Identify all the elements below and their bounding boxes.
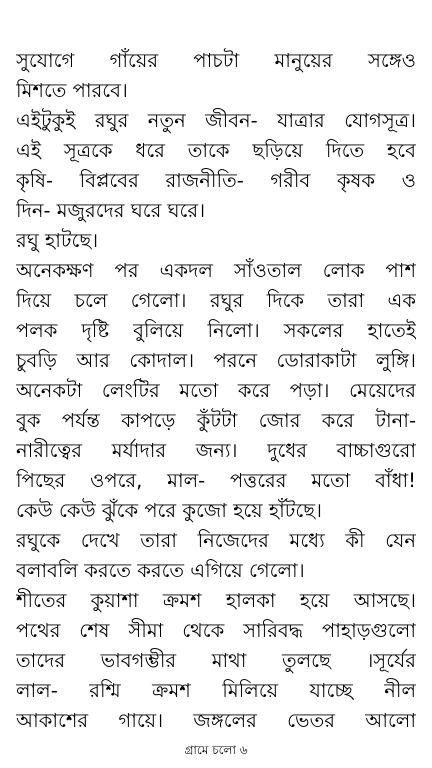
text-line: শীতের কুয়াশা ক্রমশ হালকা হয়ে আসছে।: [16, 589, 416, 612]
text-line: এইটুকুই রঘুর নতুন জীবন- যাত্রার যোগসূত্র।: [16, 109, 416, 132]
text-line: তাদের ভাবগম্ভীর মাথা তুলছে ।সূর্যের: [16, 649, 416, 672]
text-line: দিয়ে চলে গেলো। রঘুর দিকে তারা এক: [16, 289, 416, 312]
text-line: এই সূত্রকে ধরে তাকে ছড়িয়ে দিতে হবে: [16, 139, 416, 162]
text-line: পথের শেষ সীমা থেকে সারিবদ্ধ পাহাড়গুলো: [16, 619, 416, 642]
text-line: বুক পর্যন্ত কাপড়ে কুঁটটা জোর করে টানা-: [16, 409, 416, 432]
text-line: কেউ কেউ ঝুঁকে পরে কুজো হয়ে হাঁটছে।: [16, 499, 323, 522]
text-line: কৃষি- বিপ্লবের রাজনীতি- গরীব কৃষক ও: [16, 169, 416, 192]
text-line: পলক দৃষ্টি বুলিয়ে নিলো। সকলের হাতেই: [16, 319, 416, 342]
text-line: নারীত্বের মর্যাদার জন্য। দুধের বাচ্চাগুরো: [16, 439, 416, 462]
text-line: মিশতে পারবে।: [16, 79, 128, 102]
text-line: বলাবলি করতে করতে এগিয়ে গেলো।: [16, 559, 305, 582]
text-line: রঘু হাটছে।: [16, 229, 99, 252]
text-line: আকাশের গায়ে। জঙ্গলের ভেতর আলো: [16, 709, 416, 732]
text-line: চুবড়ি আর কোদাল। পরনে ডোরাকাটা লুঙ্গি।: [16, 349, 416, 372]
text-line: রঘুকে দেখে তারা নিজেদের মধ্যে কী যেন: [16, 529, 416, 552]
text-line: লাল- রশ্মি ক্রমশ মিলিয়ে যাচ্ছে নীল: [16, 679, 416, 702]
page-footer: গ্রামে চলো ৬: [184, 743, 248, 757]
text-line: অনেকটা লেংটির মতো করে পড়া। মেয়েদের: [16, 379, 416, 402]
text-line: দিন- মজুরদের ঘরে ঘরে।: [16, 199, 206, 222]
text-line: পিছের ওপরে, মাল- পত্তরের মতো বাঁধা!: [16, 469, 416, 492]
text-line: সুযোগে গাঁয়ের পাচটা মানুয়ের সঙ্গেও: [16, 49, 416, 72]
text-line: অনেকক্ষণ পর একদল সাঁওতাল লোক পাশ: [16, 259, 416, 282]
